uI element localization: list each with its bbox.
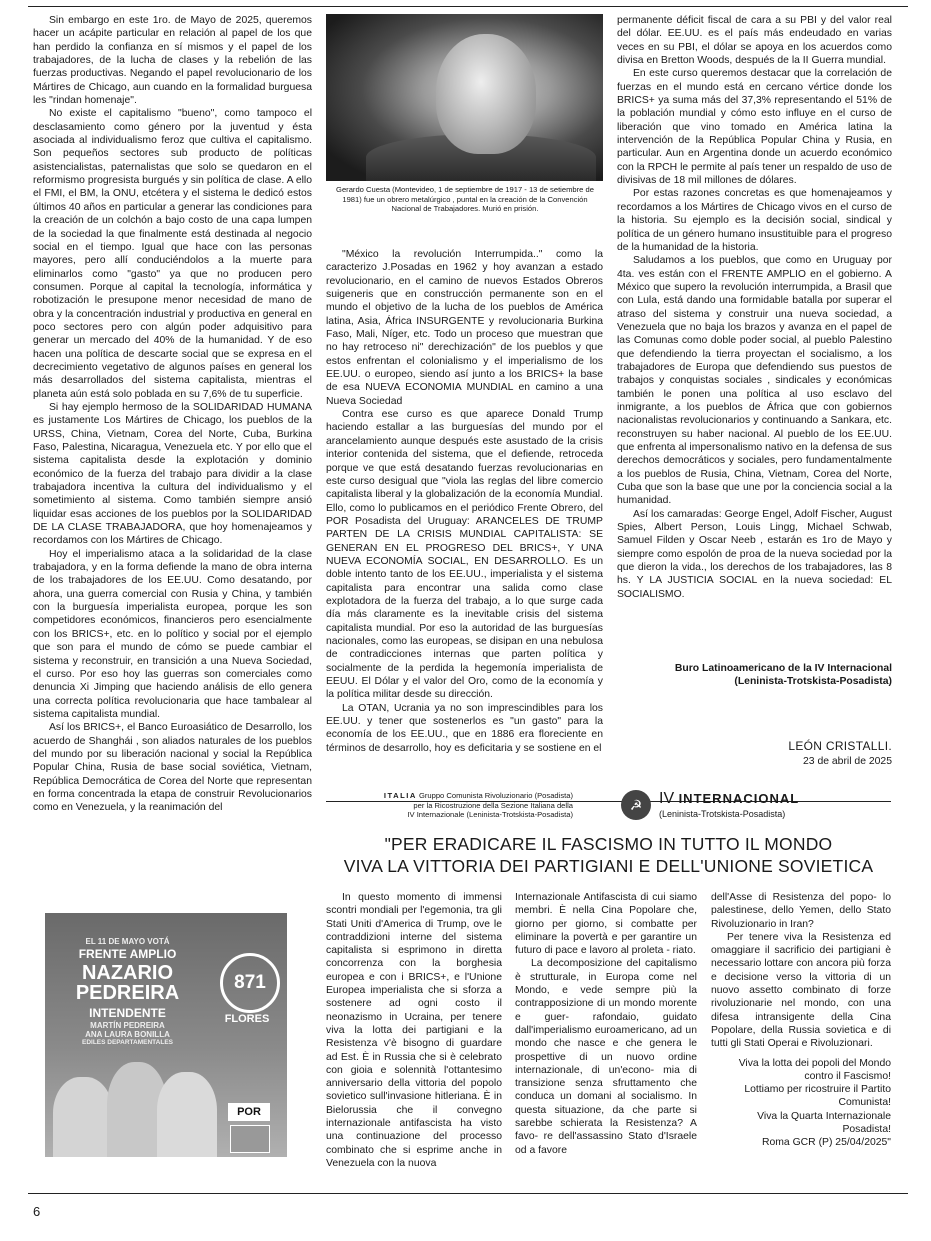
candidate-photo [157,1072,217,1157]
italian-column-2 [515,891,697,1181]
paragraph: Saludamos a los pueblos, que como en Uruguay por 4ta. ves están con el FRENTE AMPLIO en el gobierno. A México que supero la revolución interrumpida, a Brasil que con Lula, está dando una formidable batalla por superar el atraso del sistema y construir una nueva sociedad, a Venezuela que no baja los brazos y avanza en el papel de las Comunas como doble poder social, al pueblo Palestino que defendiendo la tierra proyectan el socialismo, a los trabajadores de Europa que defendiendo sus puestos de trabajos y conquistas sociales , sindicales y económicas también le ponen una política al uso esclavo del inmigrante, a los pueblos de África que con gobiernos nacionalistas revolucionarios y continuando a Sankara, etc. reconstruyen su haber nacional. Al pueblo de los EE.UU. que enfrenta al impersonalismo nativo en la defensa de sus derechos democráticos y sociales, pero fundamentalmente a los pueblos de Rusia, China, Vietnam, Corea del Norte, Cuba que son la base que une por la conciencia social a la humanidad. [617,255,892,507]
bottom-rule [28,1193,908,1194]
paragraph: Así los BRICS+, el Banco Euroasiático de Desarrollo, los acuerdo de Shanghái , son aliados naturales de los pueblos del mundo por su liberación nacional y social la República Popular China, Rusia de base social soviética, Vietnam, República Democrática de Corea del Norte que representan en forma concentrada la etapa de construir Revolucionarios como en Venezuela, y la reanimación del [33,722,312,814]
ad-candidate-first: NAZARIO [81,962,174,984]
election-advertisement [33,903,299,1169]
slogan-line: Posadista! [842,1124,891,1136]
party-flag-icon [230,1125,270,1153]
ad-vote-date: EL 11 DE MAYO VOTÁ [85,937,170,946]
ad-list-number: 871 [220,953,280,1013]
slogan-line: Comunista! [838,1097,891,1109]
paragraph: dell'Asse di Resistenza del popo- lo palestinese, dello Yemen, dello Stato Rivoluzionario in Iran? [711,892,891,930]
signature-author: LEÓN CRISTALLI. [788,739,892,753]
column-2 [326,248,603,754]
ad-edil-2: ANA LAURA BONILLA [85,1030,170,1039]
ad-edil-1: MARTÍN PEDREIRA [90,1021,165,1030]
column-1 [33,14,312,884]
paragraph: No existe el capitalismo "bueno", como tampoco el desclasamiento como género por la juventud y ésta asociada al individualismo feroz que cultiva el capitalismo. Son pequeños sectores sub producto de políticas asistencialistas, paternalistas que solo se quedaron en el reformismo progresista burgués y sin política de clase. A ello el FMI, el BM, la ONU, etcétera y el sistema le dedicó estos últimos 40 años en particular a generar las condiciones para la creación de un colchón a bajo costo de una capa lumpen de la sociedad la que finalmente está destinada al negocio social en el tiempo. Igual que hace con las personas mayores, pero allí conduciéndolos a la muerte para eliminarlos como "gasto" ya que no producen pero consumen. Porque al capital la tecnología, informática y robotización le presupone menor necesidad de mano de obra y la concentración industrial y productiva en general en poco sectores pero con algún poder adquisitivo para generar un mercado del 40% de la humanidad. Y de eso hacen una política de descarte social que se expresa en el decrecimiento vegetativo de algunos países en general los más desarrollados del sistema capitalista, mientras el planeta aún está solo poblada en su 7,6% de tu superficie. [33,108,312,400]
paragraph: Contra ese curso es que aparece Donald Trump haciendo estallar a las burguesías del mundo por el arancelamiento aunque después este asustado de la crisis interior contenida del sistema, que el defiende, retroceda porque ve que está desatando fuerzas revolucionarias en este curso desigual que "viola las reglas del libre comercio capitalista liberal y la globalización de la economía Mundial. Ello, como lo publicamos en el periódico Frente Obrero, del POR Posadista del Uruguay: ARANCELES DE TRUMP PARTEN DE LA CRISIS MUNDIAL CAPITALISTA: SE GENERAN EN EL PROGRESO DEL BRICS+, Y UNA NUEVA ECONOMÍA SOCIAL, EN DESARROLLO. Es un doble intento tanto de los EE.UU., imperialista y el sistema capitalista para encontrar una salida como clase explotadora de la fuerza del trabajo, a lo que surge cada día más claramente es la inevitable crisis del sistema capitalista mundial. Por eso la autoridad de las burguesías nacionales, como las europeas, se disipan en una nebulosa de contradicciones internas que parten política y socialmente de la perdida la hegemonía imperialista de EEUU. El Dólar y el valor del Oro, como de la economía y la política militar desde su dirección. [326,409,603,701]
paragraph: Internazionale Antifascista di cui siamo membri. È nella Cina Popolare che, giorno per giorno, si combatte per eliminare la povertà e per garantire un futuro di pace e lavoro al proleta - riato. [515,892,697,957]
italian-column-3 [711,891,891,1181]
portrait-photo [326,14,603,181]
italia-line-1: Gruppo Comunista Rivoluzionario (Posadista) [416,791,573,800]
paragraph: Per tenere viva la Resistenza ed omaggiare il sacrificio dei partigiani è necessario lottare con ancora più forza e decisione verso la vittoria di un nuovo assetto combinato di forze rivoluzionarie nel mondo, con una difesa intransigente della Cina Popolare, della Russia sovietica e di tutti gli Stati Operai e Rivoluzionari. [711,931,891,1050]
caption-name: Gerardo Cuesta [336,185,391,194]
article-headline [326,833,891,877]
paragraph: Si hay ejemplo hermoso de la SOLIDARIDAD HUMANA es justamente Los Mártires de Chicago, los pueblos de la URSS, China, Vietnam, Corea del Norte, Cuba, Burkina Faso, Palestina, Nicaragua, Venezuela etc. Y por ello que el sistema capitalista desde la explotación y dominio económico de la fuerza del trabajo para dividir a la clase trabajadora incentiva la cultura del individualismo y el sometimiento al sistema. Como también siempre ansió liquidar esas acciones de los pueblos por la SOLIDARIDAD DE LA CLASE TRABAJADORA, que hoy homenajeamos y recordamos con los Mártires de Chicago. [33,401,312,547]
ad-ediles-label: EDILES DEPARTAMENTALES [81,1039,173,1046]
signature-line: Roma GCR (P) 25/04/2025" [761,1137,891,1149]
ad-ediles [45,1021,210,1039]
italian-column-1 [326,891,502,1181]
slogan-line: Lottiamo per ricostruire il Partito [744,1084,891,1096]
party-logo: POR [228,1103,270,1121]
ad-role: INTENDENTE [89,1006,166,1020]
caption-text: (Montevideo, 1 de septiembre de 1917 - 13 de setiembre de 1981) fue un obrero metalúrgico , puntal en la creación de la Convención Nacional de Trabajadores. Murió en prisión. [342,185,594,214]
paragraph: In questo momento di immensi scontri mondiali per l'egemonia, tra gli Stati Uniti d'America di Trump, ove le contraddizioni interne del sistema capitalista si esprimono in diretta concorrenza con la borghesia europea e con i BRICS+, e l'Unione Europea imperialista che si sforza a sostenere ad ogni costo il neonazismo in Ucraina, per tenere viva la lotta dei partigiani e la Resistenza v'è bisogno di guardare ad Est. È in Russia che si è celebrato con gioia e solennità l'ottantesimo anniversario della vittoria del popolo sovietico sull'invasione hitleriana. È in Bielorussia che il convegno internazionale antifascista ha visto una continuazione del processo combinato che si esprime anche in Venezuela con la nuova [326,892,502,1169]
paragraph: En este curso queremos destacar que la correlación de fuerzas en el mundo está en cercano vértice donde los BRICS+ ya suma más del 37,3% representando el 51% de la población mundial y cómo esto influye en el curso de liberación que vino tomado en América latina la intervención de la República Popular China y Rusia, en particular. Aun en Argentina donde un acuerdo económico con la RPCH le permite al país tener un respaldo de uso de divisivas de 18 mil millones de dólares. [617,68,892,187]
slogan-line: contro il Fascismo! [804,1070,891,1082]
org-line-2: (Leninista-Trotskista-Posadista) [734,676,892,688]
column-3 [617,14,892,657]
country-label: ITALIA [383,791,417,800]
headline-line-1: "PER ERADICARE IL FASCISMO IN TUTTO IL MONDO [384,834,833,854]
top-rule [28,6,908,7]
candidate-photo [53,1077,113,1157]
signature-organization [617,662,892,689]
paragraph: Así los camaradas: George Engel, Adolf Fischer, August Spies, Albert Person, Louis Lingg, Michael Schwab, Samuel Filden y Oscar Neeb , estarán es 1ro de Mayo y siempre como espolón de proa de la nueva sociedad por la que dieron la vida., los derechos de los trabajadores, las 8 hs. Y LA JUSTICIA SOCIAL en la nueva sociedad: EL SOCIALISMO. [617,508,892,600]
ad-candidate-name [45,963,210,1003]
slogan-line: Viva la lotta dei popoli del Mondo [738,1057,891,1069]
hammer-sickle-logo-icon: ☭ [621,790,651,820]
italia-header [326,791,573,820]
ad-party: FRENTE AMPLIO [78,947,177,961]
page-number: 6 [33,1204,41,1219]
paragraph: Sin embargo en este 1ro. de Mayo de 2025, queremos hacer un acápite particular en relación al papel de los que han perdido la confianza en sí mismos y el papel de los trabajadores, de la lucha de clases y la rebelión de las fuerzas productivas. Negando el papel revolucionario de los Mártires de Chicago, aun cuando en la formalidad burguesa les "rindan homenaje". [33,15,312,107]
photo-caption [330,185,600,214]
closing-slogans [711,1057,891,1150]
iv-internacional-header [659,789,899,820]
headline-line-2: VIVA LA VITTORIA DEI PARTIGIANI E DELL'UNIONE SOVIETICA [343,856,874,876]
italia-line-2: per la Ricostruzione della Sezione Italiana della [413,800,573,810]
paragraph: "México la revolución Interrumpida.." como la caracterizo J.Posadas en 1962 y hoy avanzan a estado revolucionario, en el camino de nuevos Estados Obreros suigeneris que en construcción permanente son en el mundo el objetivo de la lucha de los pueblos de América latina, Asia, África INSURGENTE y revolucionaria Burkina Faso, Mali, Níger, etc. Todo un proceso que muestran que no hay retroceso ni" derechización" de los pueblos y que estos enfrentan el colonialismo y el imperialismo de los EE.UU. o europeo, siendo así junto a los BRICS+ la base de esa NUEVA ECONOMIA MUNDIAL en camino a una Nueva Sociedad [326,249,603,407]
paragraph: Por estas razones concretas es que homenajeamos y recordamos a los Mártires de Chicago vivos en el curso de la historia. Su ejemplo es la decisión social, sindical y política de un género humano insustituible para el progreso de la humanidad de la historia. [617,188,892,253]
italia-line-3: IV Internazionale (Leninista-Trotskista-Posadista) [407,810,573,820]
paragraph: La OTAN, Ucrania ya no son imprescindibles para los EE.UU. y tener que sostenerlos es "un gasto" para la economía de los EE.UU., que en 1886 era floreciente en términos de desarrollo, hoy es deficitaria y se sostiene en el [326,702,603,754]
org-line-1: Buro Latinoamericano de la IV Internacional [674,663,892,674]
slogan-line: Viva la Quarta Internazionale [757,1110,891,1122]
paragraph: La decomposizione del capitalismo è strutturale, in Europa come nel Mondo, e vede sempre più la contrapposizione di un mondo morente e guer- rafondaio, guidato dall'imperialismo euroamericano, ad un mondo che nasce e che genera le prospettive di un nuovo ordine internazionale, di un'econo- mia di transizione senza sfruttamento che conduca un domani al socialismo. In questa situazione, da che parte si sarebbe schierata la Resistenza? A favo- re dell'assassino Stato d'Israele od a favore [515,958,697,1156]
internacional-label: INTERNACIONAL [678,791,800,806]
ad-department: FLORES [224,1013,270,1025]
paragraph: Hoy el imperialismo ataca a la solidaridad de la clase trabajadora, y en la forma defiende la mano de obra interna de los trabajadores de los EE.UU. Como desatando, por ahora, una guerra comercial con Rusia y China, y también con la burguesía imperialista europea, porque les son competidores económicos, financieros pero esencialmente con los BRICS+, etc. en lo político y social por el ejemplo que son para el mundo de cómo se puede cambiar el sistema y reconstruir, en transición a una Nueva Sociedad, el curso. Por eso hoy las guerras son comerciales como denuncia Xi Jimping que haciendo análisis de ello genera una correcta política revolucionaria que hace tambalear al sistema capitalista mundial. [33,548,312,720]
ad-candidate-last: PEDREIRA [75,982,180,1004]
paragraph: permanente déficit fiscal de cara a su PBI y del valor real del dólar. EE.UU. es el país más endeudado en varias veces en su PBI, el dólar se apoya en los acuerdos como divisa en Bretton Woods, después de la II Guerra mundial. [617,15,892,67]
iv-label: IV [659,790,679,807]
iv-subtitle: (Leninista-Trotskista-Posadista) [659,809,786,819]
signature-date: 23 de abril de 2025 [803,756,892,767]
